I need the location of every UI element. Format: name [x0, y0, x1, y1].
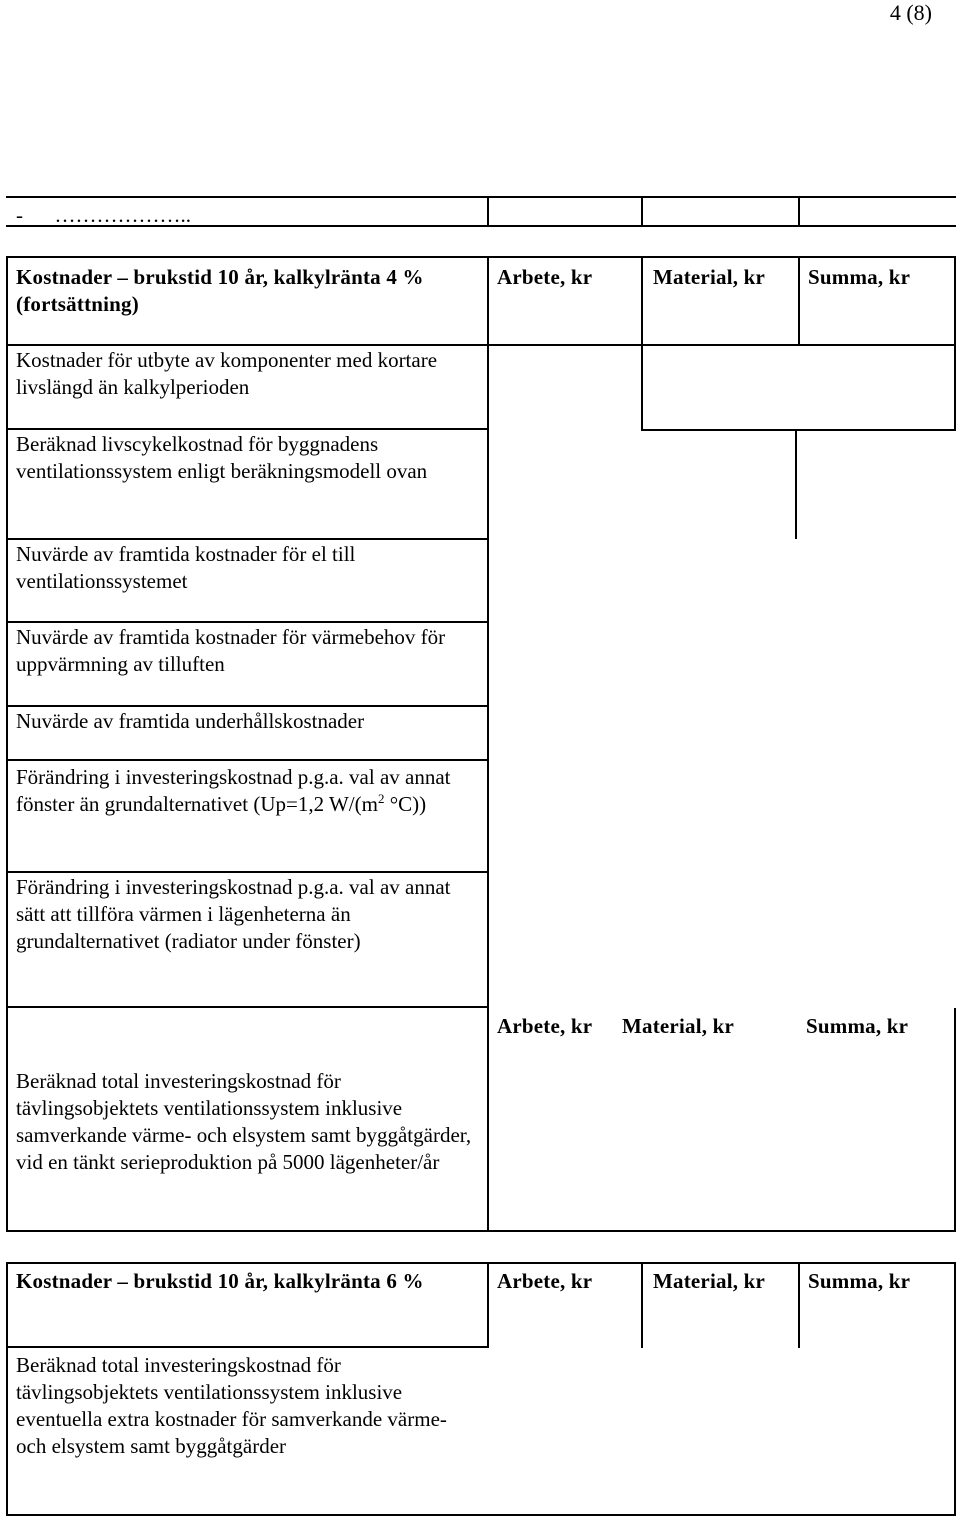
table3-row-total-investment: Beräknad total investeringskostnad för tävlingsobjektets ventilationssystem inklusive eventuella extra kostnader för samverkande värme- och elsystem samt byggåtgärder — [16, 1353, 447, 1458]
table3-col-material: Material, kr — [653, 1269, 766, 1293]
table1-row-component-replacement: Kostnader för utbyte av komponenter med kortare livslängd än kalkylperioden — [16, 348, 438, 399]
table1-title: Kostnader – brukstid 10 år, kalkylränta 4 % (fortsättning) — [16, 265, 424, 316]
table2-row-total-investment: Beräknad total investeringskostnad för tävlingsobjektets ventilationssystem inklusive samverkande värme- och elsystem samt byggåtgärder, vid en tänkt serieproduktion på 5000 lägenheter/år — [16, 1069, 472, 1174]
header-row-text: - ……………….. — [16, 203, 191, 227]
table1-col-material: Material, kr — [653, 265, 766, 289]
table1-row-electricity: Nuvärde av framtida kostnader för el till ventilationssystemet — [16, 542, 356, 593]
table1-row-heat-supply-text: Förändring i investeringskostnad p.g.a. val av annat sätt att tillföra värmen i lägenheterna än grundalternativet (radiator under fönster) — [16, 875, 451, 953]
table2-col-material: Material, kr — [622, 1014, 735, 1038]
table1-row-maintenance: Nuvärde av framtida underhållskostnader — [16, 709, 365, 733]
table2-col-sum: Summa, kr — [806, 1014, 909, 1038]
table1-col-sum: Summa, kr — [808, 265, 911, 289]
table1-row-heating: Nuvärde av framtida kostnader för värmebehov för uppvärmning av tilluften — [16, 625, 446, 676]
table1-row-lifecycle-cost: Beräknad livscykelkostnad för byggnadens ventilationssystem enligt beräkningsmodell ovan — [16, 432, 428, 483]
table3-title: Kostnader – brukstid 10 år, kalkylränta 6 % — [16, 1269, 424, 1293]
table1-col-work: Arbete, kr — [497, 265, 593, 289]
table3-col-sum: Summa, kr — [808, 1269, 911, 1293]
table1-row-window-change: Förändring i investeringskostnad p.g.a. val av annat fönster än grundalternativet (Up=1,2 $W/(m^2$ °C)) — [16, 765, 451, 816]
table2-col-work: Arbete, kr — [497, 1014, 593, 1038]
page-number: 4 (8) — [889, 0, 932, 25]
table3-col-work: Arbete, kr — [497, 1269, 593, 1293]
